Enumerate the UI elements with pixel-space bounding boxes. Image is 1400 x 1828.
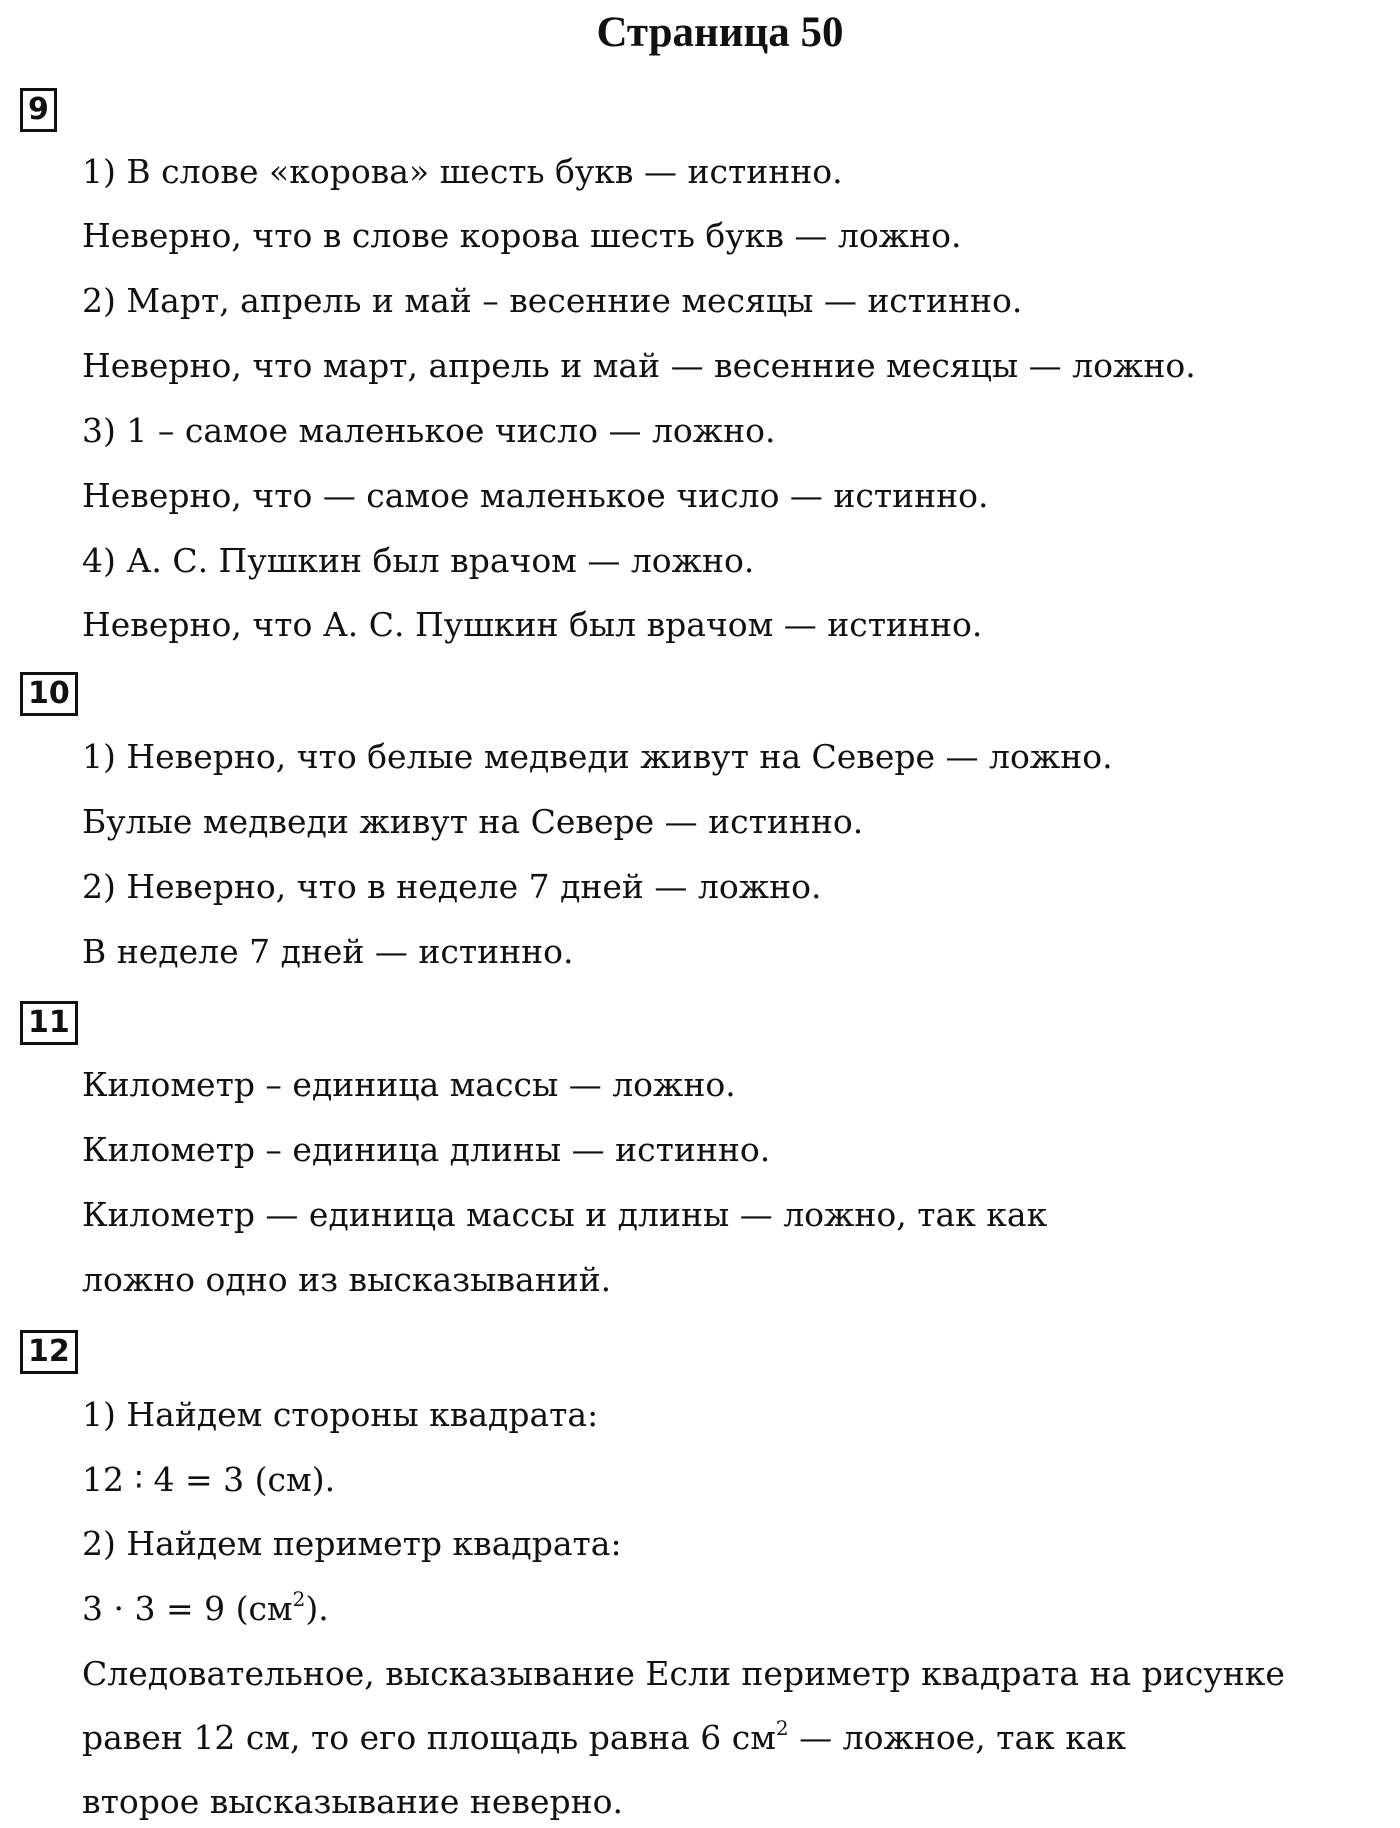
task-12-line: второе высказывание неверно. xyxy=(82,1782,623,1821)
task-9-line: 4) А. С. Пушкин был врачом — ложно. xyxy=(82,541,755,580)
task-12-line: Следовательное, высказывание Если периметр квадрата на рисунке xyxy=(82,1654,1285,1693)
task-number-12: 12 xyxy=(20,1330,78,1374)
task-9-line: Неверно, что — самое маленькое число — истинно. xyxy=(82,476,989,515)
task-number-9: 9 xyxy=(20,88,57,132)
task-12-formula-line xyxy=(82,1716,1126,1760)
task-12-line: 12 ∶ 4 = 3 (см). xyxy=(82,1460,336,1499)
formula-text: — ложное, так как xyxy=(788,1718,1127,1757)
task-10-line: В неделе 7 дней — истинно. xyxy=(82,932,574,971)
task-9-line: 1) В слове «корова» шесть букв — истинно. xyxy=(82,152,843,191)
task-11-line: ложно одно из высказываний. xyxy=(82,1260,612,1299)
task-12-line: 1) Найдем стороны квадрата: xyxy=(82,1395,599,1434)
task-9-line: 3) 1 – самое маленькое число — ложно. xyxy=(82,411,776,450)
task-number-11: 11 xyxy=(20,1001,78,1045)
exponent: 2 xyxy=(775,1716,789,1740)
task-11-line: Километр — единица массы и длины — ложно, так как xyxy=(82,1195,1048,1234)
task-9-line: Неверно, что в слове корова шесть букв — ложно. xyxy=(82,216,962,255)
task-9-line: Неверно, что А. С. Пушкин был врачом — истинно. xyxy=(82,605,983,644)
task-number-10: 10 xyxy=(20,672,78,716)
task-10-line: Булые медведи живут на Севере — истинно. xyxy=(82,802,864,841)
task-11-line: Километр – единица массы — ложно. xyxy=(82,1065,736,1104)
formula-text: равен 12 см, то его площадь равна 6 см xyxy=(82,1718,776,1757)
exponent: 2 xyxy=(292,1587,306,1611)
task-12-formula-line xyxy=(82,1587,329,1631)
task-9-line: 2) Март, апрель и май – весенние месяцы — истинно. xyxy=(82,281,1023,320)
task-12-line: 2) Найдем периметр квадрата: xyxy=(82,1524,622,1563)
task-10-line: 1) Неверно, что белые медведи живут на Севере — ложно. xyxy=(82,737,1113,776)
task-10-line: 2) Неверно, что в неделе 7 дней — ложно. xyxy=(82,867,822,906)
task-11-line: Километр – единица длины — истинно. xyxy=(82,1130,771,1169)
formula-text: ). xyxy=(305,1589,329,1628)
page-title: Страница 50 xyxy=(596,9,844,56)
formula-text: 3 · 3 = 9 (см xyxy=(82,1589,293,1628)
task-9-line: Неверно, что март, апрель и май — весенние месяцы — ложно. xyxy=(82,346,1196,385)
